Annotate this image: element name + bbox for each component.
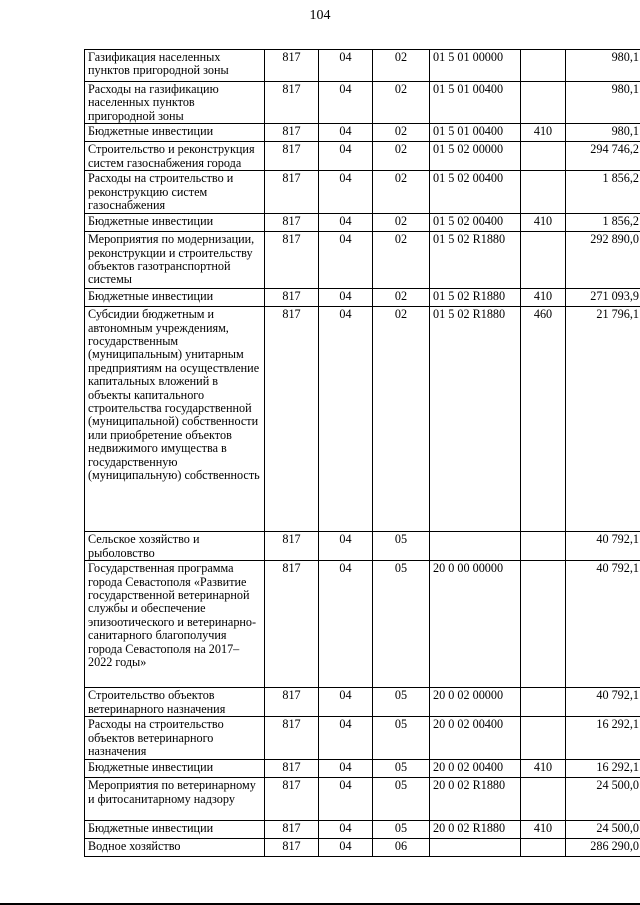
- table-row: [85, 142, 640, 171]
- table-row: [85, 171, 640, 214]
- table-row: [85, 717, 640, 760]
- row-section: 04: [319, 717, 373, 760]
- row-target-code: 20 0 02 00400: [430, 717, 521, 760]
- row-amount: 24 500,0: [566, 821, 640, 839]
- row-amount: 16 292,1: [566, 717, 640, 760]
- row-section: 04: [319, 214, 373, 232]
- row-section: 04: [319, 50, 373, 82]
- row-name: Бюджетные инвестиции: [85, 124, 265, 142]
- row-admin-code: 817: [265, 171, 319, 214]
- row-subsection: 02: [373, 307, 430, 532]
- table-row: [85, 821, 640, 839]
- row-subsection: 02: [373, 214, 430, 232]
- row-subsection: 05: [373, 561, 430, 688]
- row-expense-type: [521, 688, 566, 717]
- row-expense-type: 410: [521, 760, 566, 778]
- row-expense-type: [521, 778, 566, 821]
- row-subsection: 02: [373, 289, 430, 307]
- row-admin-code: 817: [265, 688, 319, 717]
- row-amount: 292 890,0: [566, 232, 640, 289]
- row-amount: 1 856,2: [566, 171, 640, 214]
- row-expense-type: [521, 171, 566, 214]
- row-amount: 294 746,2: [566, 142, 640, 171]
- row-subsection: 05: [373, 717, 430, 760]
- row-name: Газификация населенных пунктов пригородной зоны: [85, 50, 265, 82]
- row-subsection: 02: [373, 171, 430, 214]
- row-target-code: 20 0 02 00400: [430, 760, 521, 778]
- row-subsection: 06: [373, 839, 430, 857]
- row-section: 04: [319, 688, 373, 717]
- table-row: [85, 778, 640, 821]
- row-target-code: 01 5 02 R1880: [430, 289, 521, 307]
- row-target-code: 20 0 00 00000: [430, 561, 521, 688]
- row-amount: 286 290,0: [566, 839, 640, 857]
- row-target-code: 20 0 02 R1880: [430, 821, 521, 839]
- row-subsection: 05: [373, 532, 430, 561]
- row-target-code: 01 5 02 R1880: [430, 232, 521, 289]
- row-admin-code: 817: [265, 839, 319, 857]
- row-amount: 271 093,9: [566, 289, 640, 307]
- row-target-code: 01 5 02 00400: [430, 214, 521, 232]
- row-admin-code: 817: [265, 289, 319, 307]
- row-admin-code: 817: [265, 50, 319, 82]
- row-section: 04: [319, 532, 373, 561]
- row-expense-type: [521, 532, 566, 561]
- row-subsection: 05: [373, 760, 430, 778]
- row-name: Бюджетные инвестиции: [85, 289, 265, 307]
- table-row: [85, 688, 640, 717]
- row-expense-type: [521, 232, 566, 289]
- row-expense-type: [521, 142, 566, 171]
- table-row: [85, 232, 640, 289]
- table-row: [85, 124, 640, 142]
- row-section: 04: [319, 142, 373, 171]
- row-target-code: 01 5 02 00000: [430, 142, 521, 171]
- row-section: 04: [319, 821, 373, 839]
- row-expense-type: 460: [521, 307, 566, 532]
- row-subsection: 02: [373, 124, 430, 142]
- row-section: 04: [319, 839, 373, 857]
- row-name: Мероприятия по ветеринарному и фитосанитарному надзору: [85, 778, 265, 821]
- row-subsection: 02: [373, 82, 430, 124]
- table-row: [85, 307, 640, 532]
- row-amount: 16 292,1: [566, 760, 640, 778]
- row-name: Расходы на газификацию населенных пунктов пригородной зоны: [85, 82, 265, 124]
- row-target-code: 01 5 01 00400: [430, 82, 521, 124]
- row-amount: 1 856,2: [566, 214, 640, 232]
- row-name: Субсидии бюджетным и автономным учреждениям, государственным (муниципальным) унитарным предприятиям на осуществление капитальных вложений в объекты капитального строительства государственной (муниципальной) собственности или приобретение объектов недвижимого имущества в государственную (муниципальную) собственность: [85, 307, 265, 532]
- row-admin-code: 817: [265, 717, 319, 760]
- row-target-code: 01 5 01 00400: [430, 124, 521, 142]
- row-admin-code: 817: [265, 760, 319, 778]
- row-target-code: 01 5 02 R1880: [430, 307, 521, 532]
- row-target-code: [430, 839, 521, 857]
- row-amount: 980,1: [566, 124, 640, 142]
- row-name: Водное хозяйство: [85, 839, 265, 857]
- row-section: 04: [319, 232, 373, 289]
- row-expense-type: [521, 839, 566, 857]
- row-expense-type: [521, 561, 566, 688]
- row-subsection: 05: [373, 821, 430, 839]
- row-name: Бюджетные инвестиции: [85, 214, 265, 232]
- row-section: 04: [319, 307, 373, 532]
- budget-table: [84, 49, 640, 857]
- row-subsection: 02: [373, 142, 430, 171]
- row-amount: 980,1: [566, 50, 640, 82]
- row-subsection: 05: [373, 688, 430, 717]
- row-expense-type: 410: [521, 214, 566, 232]
- row-section: 04: [319, 171, 373, 214]
- row-subsection: 02: [373, 50, 430, 82]
- row-subsection: 02: [373, 232, 430, 289]
- row-section: 04: [319, 561, 373, 688]
- row-name: Сельское хозяйство и рыболовство: [85, 532, 265, 561]
- row-expense-type: 410: [521, 289, 566, 307]
- row-target-code: 01 5 02 00400: [430, 171, 521, 214]
- row-subsection: 05: [373, 778, 430, 821]
- row-amount: 40 792,1: [566, 561, 640, 688]
- row-expense-type: [521, 717, 566, 760]
- row-name: Строительство и реконструкция систем газоснабжения города: [85, 142, 265, 171]
- table-row: [85, 561, 640, 688]
- row-target-code: [430, 532, 521, 561]
- row-target-code: 20 0 02 00000: [430, 688, 521, 717]
- row-admin-code: 817: [265, 214, 319, 232]
- row-admin-code: 817: [265, 124, 319, 142]
- row-name: Строительство объектов ветеринарного назначения: [85, 688, 265, 717]
- table-row: [85, 50, 640, 82]
- page-number: 104: [309, 8, 331, 23]
- row-expense-type: [521, 82, 566, 124]
- table-row: [85, 532, 640, 561]
- row-admin-code: 817: [265, 82, 319, 124]
- row-admin-code: 817: [265, 821, 319, 839]
- row-section: 04: [319, 124, 373, 142]
- row-name: Бюджетные инвестиции: [85, 821, 265, 839]
- row-target-code: 01 5 01 00000: [430, 50, 521, 82]
- row-admin-code: 817: [265, 232, 319, 289]
- row-admin-code: 817: [265, 561, 319, 688]
- table-row: [85, 214, 640, 232]
- row-amount: 21 796,1: [566, 307, 640, 532]
- row-section: 04: [319, 778, 373, 821]
- row-admin-code: 817: [265, 778, 319, 821]
- row-expense-type: 410: [521, 124, 566, 142]
- row-admin-code: 817: [265, 307, 319, 532]
- row-expense-type: 410: [521, 821, 566, 839]
- row-name: Расходы на строительство и реконструкцию систем газоснабжения: [85, 171, 265, 214]
- row-admin-code: 817: [265, 142, 319, 171]
- table-row: [85, 289, 640, 307]
- budget-table-body: [85, 50, 640, 857]
- row-amount: 40 792,1: [566, 688, 640, 717]
- row-section: 04: [319, 760, 373, 778]
- row-amount: 24 500,0: [566, 778, 640, 821]
- row-amount: 980,1: [566, 82, 640, 124]
- row-section: 04: [319, 289, 373, 307]
- row-expense-type: [521, 50, 566, 82]
- table-row: [85, 839, 640, 857]
- row-section: 04: [319, 82, 373, 124]
- table-row: [85, 82, 640, 124]
- row-target-code: 20 0 02 R1880: [430, 778, 521, 821]
- row-amount: 40 792,1: [566, 532, 640, 561]
- row-name: Бюджетные инвестиции: [85, 760, 265, 778]
- row-name: Государственная программа города Севастополя «Развитие государственной ветеринарной службы и обеспечение эпизоотического и ветеринарно-санитарного благополучия города Севастополя на 2017–2022 годы»: [85, 561, 265, 688]
- table-row: [85, 760, 640, 778]
- row-admin-code: 817: [265, 532, 319, 561]
- row-name: Расходы на строительство объектов ветеринарного назначения: [85, 717, 265, 760]
- row-name: Мероприятия по модернизации, реконструкции и строительству объектов газотранспортной системы: [85, 232, 265, 289]
